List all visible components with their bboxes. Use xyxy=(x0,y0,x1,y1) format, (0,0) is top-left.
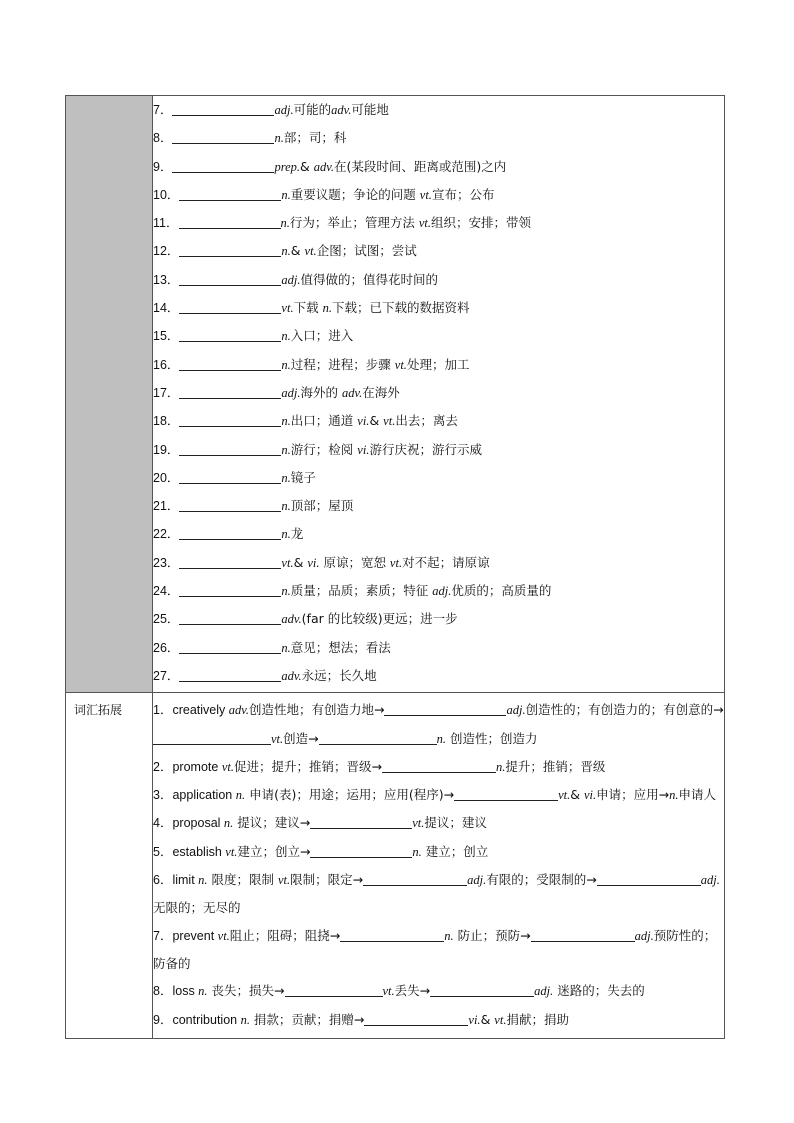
vocab-item: 21． n.顶部；屋顶 xyxy=(153,498,354,514)
definition-text: 原谅；宽恕 xyxy=(319,554,390,570)
item-number: 22 xyxy=(153,527,167,542)
item-number: 13 xyxy=(153,272,167,287)
definition-text: 限制；限定→ xyxy=(290,872,364,888)
definition-text: 创造→ xyxy=(283,730,319,746)
part-of-speech: vi. xyxy=(583,788,597,803)
headword: contribution xyxy=(172,1012,241,1027)
answer-blank[interactable] xyxy=(179,186,281,201)
definition-text: 下载；已下载的数据资料 xyxy=(331,300,470,316)
answer-blank[interactable] xyxy=(179,214,281,229)
part-of-speech: n. xyxy=(281,499,291,514)
part-of-speech: vt. xyxy=(419,187,432,202)
part-of-speech: n. xyxy=(281,584,291,599)
definition-text: (far 的比较级)更远；进一步 xyxy=(301,611,458,627)
item-number: 10 xyxy=(153,187,167,202)
definition-text: 丧失；损失→ xyxy=(207,983,285,999)
item-number: 11 xyxy=(153,216,166,231)
headword: proposal xyxy=(172,816,224,831)
definition-text: 游行庆祝；游行示威 xyxy=(369,441,482,457)
vocab-item: 17． adj.海外的 adv.在海外 xyxy=(153,384,400,400)
vocab-item: 16． n.过程；进程；步骤 vt.处理；加工 xyxy=(153,356,470,372)
definition-text: 建立；创立→ xyxy=(237,843,311,859)
part-of-speech: adv. xyxy=(228,703,249,718)
definition-text: 促进；提升；推销；晋级→ xyxy=(233,758,382,774)
definition-text: 有限的；受限制的→ xyxy=(486,872,597,888)
part-of-speech: adj. xyxy=(281,385,301,400)
answer-blank[interactable] xyxy=(179,639,281,654)
section-label-cell xyxy=(66,96,153,693)
definition-text: 申请；应用→ xyxy=(596,787,670,803)
definition-text: 行为；举止；管理方法 xyxy=(289,215,419,231)
answer-blank[interactable] xyxy=(172,101,274,116)
item-number: 7 xyxy=(153,928,160,943)
definition-text: 丢失→ xyxy=(394,983,431,999)
vocab-item: 14． vt.下载 n.下载；已下载的数据资料 xyxy=(153,300,470,316)
part-of-speech: prep. xyxy=(274,159,301,174)
vocab-item: 7． adj.可能的adv.可能地 xyxy=(153,102,389,117)
part-of-speech: vt. xyxy=(389,555,403,570)
definition-text: & xyxy=(290,243,305,259)
item-number: 25 xyxy=(153,612,167,627)
definition-text: 过程；进程；步骤 xyxy=(290,356,395,372)
answer-blank[interactable] xyxy=(179,497,281,512)
part-of-speech: n. xyxy=(281,357,291,372)
answer-blank[interactable] xyxy=(597,871,701,886)
answer-blank[interactable] xyxy=(179,554,281,569)
vocab-item: 8． n.部；司；科 xyxy=(153,130,347,146)
item-number: 19 xyxy=(153,442,167,457)
definition-text: 部；司；科 xyxy=(283,130,347,146)
definition-text: 提升；推销；晋级 xyxy=(505,758,606,774)
part-of-speech: n. xyxy=(281,470,291,485)
expansion-list-cell xyxy=(153,693,725,1039)
definition-text: 捐献；捐助 xyxy=(506,1011,569,1027)
vocab-item: 26． n.意见；想法；看法 xyxy=(153,639,391,655)
vocab-item: 15． n.入口；进入 xyxy=(153,328,354,344)
headword: limit xyxy=(172,873,199,888)
part-of-speech: adj. xyxy=(506,703,526,718)
part-of-speech: n. xyxy=(281,640,291,655)
answer-blank[interactable] xyxy=(172,158,274,173)
answer-blank[interactable] xyxy=(179,441,281,456)
definition-text: 建立；创立 xyxy=(421,843,489,859)
part-of-speech: adj. xyxy=(281,272,301,287)
definition-text: 处理；加工 xyxy=(406,356,470,372)
expansion-item: 1．creatively adv.创造性地；有创造力地→ adj.创造性的；有创造力的；有创意的→vt.创造→ n. 创造性；创造力 xyxy=(153,702,724,746)
answer-blank[interactable] xyxy=(382,758,496,773)
answer-blank[interactable] xyxy=(179,610,281,625)
part-of-speech: vt. xyxy=(412,816,425,831)
item-number: 9 xyxy=(153,1012,160,1027)
part-of-speech: n. xyxy=(495,759,506,774)
answer-blank[interactable] xyxy=(179,582,281,597)
answer-blank[interactable] xyxy=(153,730,271,745)
item-number: 23 xyxy=(153,555,167,570)
definition-text: 阻止；阻碍；阻挠→ xyxy=(229,927,341,943)
part-of-speech: n. xyxy=(281,527,291,542)
item-number: 4 xyxy=(153,816,160,831)
answer-blank[interactable] xyxy=(531,927,635,942)
vocab-section-row xyxy=(66,96,725,693)
part-of-speech: adv. xyxy=(342,385,363,400)
expansion-item: 5．establish vt.建立；创立→ n. 建立；创立 xyxy=(153,843,489,859)
vocab-item: 20． n.镜子 xyxy=(153,469,316,485)
answer-blank[interactable] xyxy=(179,384,281,399)
item-number: 21 xyxy=(153,499,167,514)
answer-blank[interactable] xyxy=(179,327,281,342)
answer-blank[interactable] xyxy=(179,412,281,427)
answer-blank[interactable] xyxy=(430,982,534,997)
definition-text: 对不起；请原谅 xyxy=(402,554,490,570)
expansion-item: 2．promote vt.促进；提升；推销；晋级→ n.提升；推销；晋级 xyxy=(153,758,606,774)
part-of-speech: vt. xyxy=(225,844,238,859)
vocab-item: 22． n.龙 xyxy=(153,526,304,542)
part-of-speech: n. xyxy=(412,844,422,859)
definition-text: & xyxy=(480,1011,495,1027)
part-of-speech: n. xyxy=(274,131,284,146)
definition-text: & xyxy=(293,554,308,570)
expansion-section-row xyxy=(66,693,725,1039)
item-number: 2 xyxy=(153,759,160,774)
definition-text: 组织；安排；带领 xyxy=(431,215,532,231)
expansion-item: 6．limit n. 限度；限制 vt.限制；限定→ adj.有限的；受限制的→ adj.无限的；无尽的 xyxy=(153,872,720,916)
vocab-item: 12． n.& vt.企图；试图；尝试 xyxy=(153,243,417,259)
part-of-speech: adv. xyxy=(331,103,352,117)
expansion-item: 3．application n. 申请(表)；用途；运用；应用(程序)→ vt.& vi.申请；应用→n.申请人 xyxy=(153,787,716,803)
expansion-label: 词汇拓展 xyxy=(66,693,153,1039)
part-of-speech: vt. xyxy=(281,555,294,570)
part-of-speech: vt. xyxy=(382,984,395,999)
answer-blank[interactable] xyxy=(179,271,281,286)
definition-text: & xyxy=(369,413,384,429)
part-of-speech: n. xyxy=(280,216,290,231)
definition-text: 提议；建议 xyxy=(424,815,487,831)
part-of-speech: n. xyxy=(436,731,447,746)
definition-text: 捐款；贡献；捐赠→ xyxy=(249,1011,365,1027)
answer-blank[interactable] xyxy=(172,129,274,144)
definition-text: 重要议题；争论的问题 xyxy=(290,186,420,202)
item-number: 5 xyxy=(153,844,160,859)
definition-text: 创造性；创造力 xyxy=(446,730,538,746)
answer-blank[interactable] xyxy=(319,730,437,745)
answer-blank[interactable] xyxy=(364,1011,468,1026)
item-number: 7 xyxy=(153,103,160,117)
expansion-item: 9．contribution n. 捐款；贡献；捐赠→ vi.& vt.捐献；捐助 xyxy=(153,1011,569,1027)
part-of-speech: vt. xyxy=(304,244,317,259)
part-of-speech: adv. xyxy=(313,159,335,174)
part-of-speech: n. xyxy=(281,329,291,344)
part-of-speech: n. xyxy=(223,816,234,831)
vocab-item: 24． n.质量；品质；素质；特征 adj.优质的；高质量的 xyxy=(153,583,552,599)
part-of-speech: vt. xyxy=(221,759,234,774)
headword: application xyxy=(172,788,236,803)
definition-text: 出口；通道 xyxy=(290,413,358,429)
definition-text: 在海外 xyxy=(362,384,400,400)
part-of-speech: n. xyxy=(198,873,208,888)
part-of-speech: adj. xyxy=(534,984,554,999)
definition-text: 限度；限制 xyxy=(207,872,278,888)
definition-text: 游行；检阅 xyxy=(290,441,358,457)
definition-text: 宣布；公布 xyxy=(431,186,495,202)
part-of-speech: vt. xyxy=(418,216,432,231)
part-of-speech: n. xyxy=(235,788,246,803)
answer-blank[interactable] xyxy=(179,469,281,484)
answer-blank[interactable] xyxy=(454,786,558,801)
definition-text: 值得做的；值得花时间的 xyxy=(300,271,439,287)
answer-blank[interactable] xyxy=(179,242,281,257)
part-of-speech: n. xyxy=(322,301,332,316)
part-of-speech: adv. xyxy=(281,668,302,683)
vocab-table xyxy=(65,95,725,1039)
definition-text: 提议；建议→ xyxy=(233,815,311,831)
item-number: 16 xyxy=(153,357,167,372)
item-number: 1 xyxy=(153,703,160,718)
part-of-speech: adj. xyxy=(274,103,294,117)
definition-text: 出去；离去 xyxy=(395,413,458,429)
definition-text: 永远；长久地 xyxy=(301,667,377,683)
definition-text: 创造性的；有创造力的；有创意的→ xyxy=(525,702,724,718)
vocab-list-cell xyxy=(153,96,725,693)
answer-blank[interactable] xyxy=(179,299,281,314)
definition-text: 申请人 xyxy=(678,787,716,803)
definition-text: 申请(表)；用途；运用；应用(程序)→ xyxy=(245,787,455,803)
vocab-item: 23． vt.& vi. 原谅；宽恕 vt.对不起；请原谅 xyxy=(153,554,490,570)
headword: creatively xyxy=(172,703,229,718)
definition-text: 顶部；屋顶 xyxy=(290,498,354,514)
expansion-item: 8．loss n. 丧失；损失→ vt.丢失→ adj. 迷路的；失去的 xyxy=(153,983,645,999)
definition-text: 企图；试图；尝试 xyxy=(316,243,417,259)
vocab-item: 25． adv.(far 的比较级)更远；进一步 xyxy=(153,611,458,627)
part-of-speech: vt. xyxy=(217,928,230,943)
vocab-item: 13． adj.值得做的；值得花时间的 xyxy=(153,271,439,287)
part-of-speech: vi. xyxy=(468,1012,481,1027)
definition-text: 意见；想法；看法 xyxy=(290,639,391,655)
vocab-item: 10． n.重要议题；争论的问题 vt.宣布；公布 xyxy=(153,186,495,202)
expansion-item: 7．prevent vt.阻止；阻碍；阻挠→ n. 防止；预防→ adj.预防性的；防备的 xyxy=(153,927,717,971)
vocab-item: 9． prep.& adv.在(某段时间、距离或范围)之内 xyxy=(153,158,507,174)
item-number: 8 xyxy=(153,984,160,999)
part-of-speech: vi. xyxy=(307,555,320,570)
vocab-item: 19． n.游行；检阅 vi.游行庆祝；游行示威 xyxy=(153,441,482,457)
part-of-speech: vt. xyxy=(271,731,284,746)
item-number: 9 xyxy=(153,159,160,174)
item-number: 17 xyxy=(153,385,167,400)
definition-text: 下载 xyxy=(293,300,323,316)
definition-text: 防止；预防→ xyxy=(453,927,531,943)
part-of-speech: n. xyxy=(281,187,291,202)
vocab-item: 18． n.出口；通道 vi.& vt.出去；离去 xyxy=(153,413,458,429)
answer-blank[interactable] xyxy=(340,927,444,942)
part-of-speech: n. xyxy=(281,244,291,259)
part-of-speech: n. xyxy=(444,928,454,943)
definition-text: 海外的 xyxy=(300,384,343,400)
answer-blank[interactable] xyxy=(179,525,281,540)
definition-text: 无限的；无尽的 xyxy=(153,900,241,916)
part-of-speech: vt. xyxy=(494,1012,507,1027)
definition-text: & xyxy=(300,158,314,174)
part-of-speech: adj. xyxy=(467,873,487,888)
item-number: 6 xyxy=(153,873,160,888)
definition-text: 创造性地；有创造力地→ xyxy=(249,702,385,718)
part-of-speech: n. xyxy=(240,1012,250,1027)
part-of-speech: vi. xyxy=(357,442,370,457)
definition-text: 优质的；高质量的 xyxy=(451,583,552,599)
headword: loss xyxy=(172,984,199,999)
vocab-item: 11． n.行为；举止；管理方法 vt.组织；安排；带领 xyxy=(153,215,532,231)
part-of-speech: adj. xyxy=(700,873,720,888)
vocab-item: 27． adv.永远；长久地 xyxy=(153,667,377,683)
part-of-speech: vt. xyxy=(281,301,294,316)
answer-blank[interactable] xyxy=(363,871,467,886)
item-number: 14 xyxy=(153,301,167,316)
part-of-speech: vi. xyxy=(357,414,370,429)
item-number: 8 xyxy=(153,131,160,146)
answer-blank[interactable] xyxy=(384,701,506,716)
part-of-speech: adj. xyxy=(432,584,452,599)
definition-text: 在(某段时间、距离或范围)之内 xyxy=(334,158,507,174)
item-number: 26 xyxy=(153,640,167,655)
part-of-speech: n. xyxy=(281,414,291,429)
definition-text: 龙 xyxy=(290,526,304,542)
item-number: 27 xyxy=(153,668,167,683)
answer-blank[interactable] xyxy=(310,843,412,858)
answer-blank[interactable] xyxy=(285,982,383,997)
part-of-speech: n. xyxy=(198,984,208,999)
part-of-speech: n. xyxy=(281,442,291,457)
answer-blank[interactable] xyxy=(310,814,412,829)
definition-text: 迷路的；失去的 xyxy=(553,983,645,999)
definition-text: 入口；进入 xyxy=(290,328,354,344)
part-of-speech: vt. xyxy=(383,414,396,429)
part-of-speech: adv. xyxy=(281,612,302,627)
headword: establish xyxy=(172,844,226,859)
part-of-speech: vt. xyxy=(278,873,291,888)
answer-blank[interactable] xyxy=(179,667,281,682)
item-number: 12 xyxy=(153,244,167,259)
definition-text: & xyxy=(570,787,584,803)
item-number: 20 xyxy=(153,470,167,485)
definition-text: 可能的 xyxy=(293,102,332,117)
headword: promote xyxy=(172,759,222,774)
part-of-speech: adj. xyxy=(634,928,654,943)
definition-text: 镜子 xyxy=(290,469,316,485)
part-of-speech: vt. xyxy=(394,357,407,372)
part-of-speech: n. xyxy=(669,788,679,803)
definition-text: 预防性的；防备的 xyxy=(153,927,717,971)
item-number: 3 xyxy=(153,788,160,803)
definition-text: 质量；品质；素质；特征 xyxy=(290,583,433,599)
expansion-item: 4．proposal n. 提议；建议→ vt.提议；建议 xyxy=(153,815,487,831)
definition-text: 可能地 xyxy=(351,102,389,117)
answer-blank[interactable] xyxy=(179,356,281,371)
item-number: 15 xyxy=(153,329,167,344)
part-of-speech: vt. xyxy=(558,788,571,803)
item-number: 18 xyxy=(153,414,167,429)
item-number: 24 xyxy=(153,584,167,599)
headword: prevent xyxy=(172,928,218,943)
